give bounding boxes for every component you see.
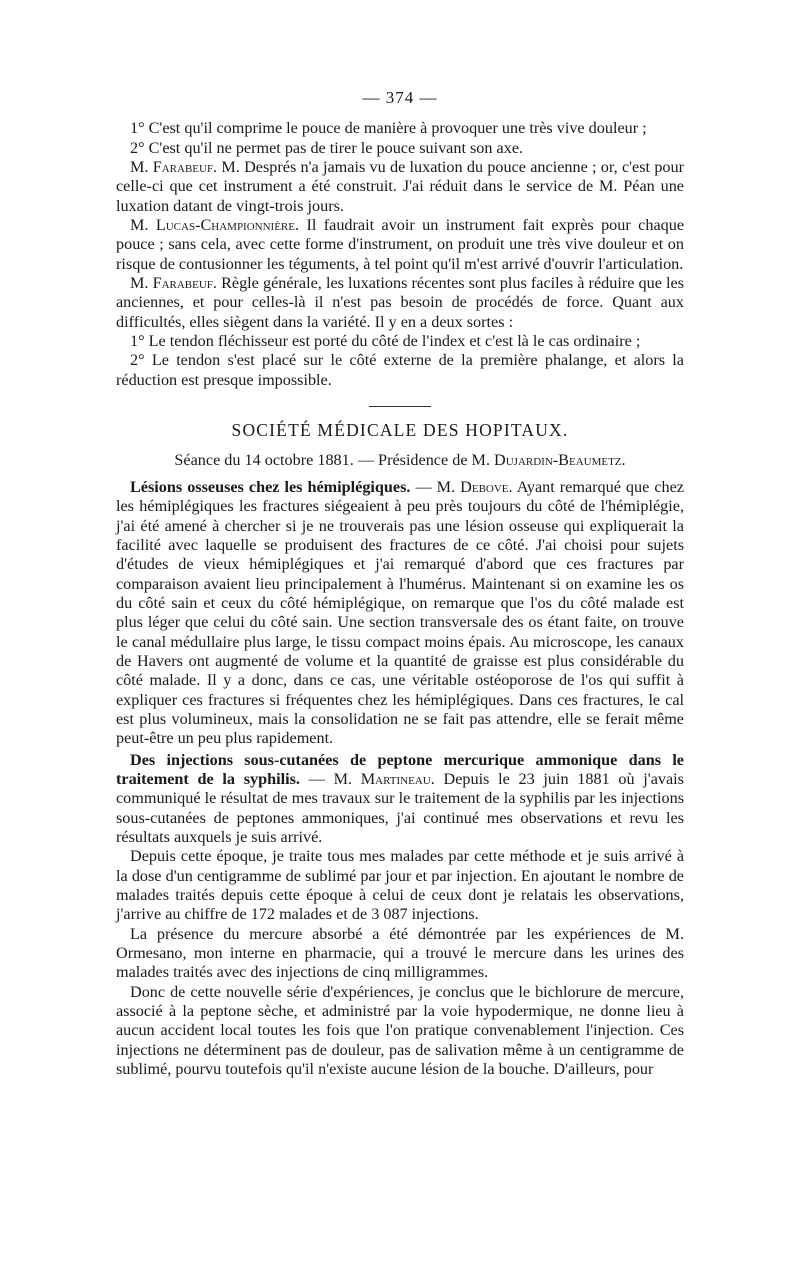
paragraph — [116, 478, 684, 749]
paragraph: 1° Le tendon fléchisseur est porté du côté de l'index et c'est là le cas ordinaire ; — [130, 332, 641, 351]
subject-heading: Lésions osseuses chez les hémiplégiques. — [130, 477, 411, 496]
paragraph-text: Règle générale, les luxations récentes sont plus faciles à réduire que les anciennes, et pour celles-là il n'est pas besoin de procédés de force. Quant aux difficultés, elles siègent dans la variété. Il y en a deux sortes : — [116, 274, 684, 331]
paragraph-text: Depuis le 23 juin 1881 où j'avais communiqué le résultat de mes travaux sur le traitement de la syphilis par les injections sous-cutanées de peptones ammoniques, j'ai continué mes observations et revu les résultats auxquels je suis arrivé. — [116, 770, 684, 847]
paragraph: 2° Le tendon s'est placé sur le côté externe de la première phalange, et alors la réduction est presque impossible. — [116, 351, 684, 389]
speaker-name: Debove. — [460, 477, 513, 496]
speaker-name: M. Farabeuf. — [130, 158, 218, 177]
page-number: — 374 — — [362, 88, 438, 107]
dash-text: — M. — [299, 770, 361, 788]
paragraph — [116, 158, 684, 216]
paragraph: 2° C'est qu'il ne permet pas de tirer le pouce suivant son axe. — [130, 138, 524, 157]
speaker-name: M. Lucas-Championnière. — [130, 216, 300, 235]
paragraph-text: Ayant remarqué que chez les hémiplégiques les fractures siégeaient à peu près toujours du côté de l'hémiplégie, j'ai été amené à chercher si je ne trouverais pas une lésion osseuse qui expliquerait la facilité avec laquelle se produisent des fractures de ce côté. J'ai choisi pour sujets d'études de vieux hémiplégiques et j'ai remarqué d'abord que ces fractures par comparaison avaient lieu principalement à l'humérus. Maintenant si on examine les os du côté sain et ceux du côté hémiplégique, on remarque que l'os du côté malade est plus léger que celui du côté sain. Une section transversale des os étant faite, on trouve le canal médullaire plus large, le tissu compact moins épais. Au microscope, les canaux de Havers ont augmenté de volume et la quantité de graisse est plus considérable du côté malade. Il y a donc, dans ce cas, une véritable ostéoporose de l'os qui suffit à expliquer ces fractures si fréquentes chez les hémiplégiques. Dans ces fractures, le cal est plus volumineux, mais la consolidation ne se fait pas attendre, elle se ferait même peut-être un peu plus rapidement. — [116, 477, 684, 748]
paragraph: 1° C'est qu'il comprime le pouce de manière à provoquer une très vive douleur ; — [130, 119, 647, 138]
paragraph: La présence du mercure absorbé a été démontrée par les expériences de M. Ormesano, mon interne en pharmacie, qui a trouvé le mercure dans les urines des malades traités avec des injections de cinq milligrammes. — [116, 924, 684, 982]
paragraph — [116, 216, 684, 274]
dash-text: — M. — [410, 477, 461, 496]
section-title: SOCIÉTÉ MÉDICALE DES HOPITAUX. — [231, 420, 569, 441]
paragraph-text: Il faudrait avoir un instrument fait exprès pour chaque pouce ; sans cela, avec cette forme d'instrument, on produit une très vive douleur et on risque de contusionner les téguments, à tel point qu'il m'est arrivé d'ouvrir l'articulation. — [116, 216, 685, 273]
section-divider — [369, 406, 431, 407]
paragraph — [116, 751, 684, 848]
paragraph: Depuis cette époque, je traite tous mes malades par cette méthode et je suis arrivé à la dose d'un centigramme de sublimé par jour et par injection. En ajoutant le nombre de malades traités depuis cette époque à celui de ceux dont je relatais les observations, j'arrive au chiffre de 172 malades et de 3 087 injections. — [116, 847, 684, 924]
document-page — [116, 88, 684, 1080]
paragraph: Donc de cette nouvelle série d'expériences, je conclus que le bichlorure de mercure, associé à la peptone sèche, et administré par la voie hypodermique, ne donne lieu à aucun accident local toutes les fois que l'on pratique convenablement l'injection. Ces injections ne déterminent pas de douleur, pas de salivation même à un centigramme de sublimé, pourvu toutefois qu'il n'existe aucune lésion de la bouche. D'ailleurs, pour — [116, 982, 684, 1079]
subject-heading: Des injections sous-cutanées de peptone mercurique ammonique dans le traitement de la syphilis. — [116, 750, 684, 788]
president-name: Dujardin-Beaumetz. — [494, 450, 626, 469]
session-text: Séance du 14 octobre 1881. — Présidence de M. — [174, 450, 495, 469]
paragraph — [116, 274, 684, 332]
session-line — [116, 451, 684, 470]
paragraph-text: M. Després n'a jamais vu de luxation du pouce ancienne ; or, c'est pour celle-ci que cet instrument a été construit. J'ai réduit dans le service de M. Péan une luxation datant de vingt-trois jours. — [116, 158, 684, 215]
speaker-name: Martineau. — [360, 770, 435, 788]
speaker-name: M. Farabeuf. — [130, 274, 217, 293]
